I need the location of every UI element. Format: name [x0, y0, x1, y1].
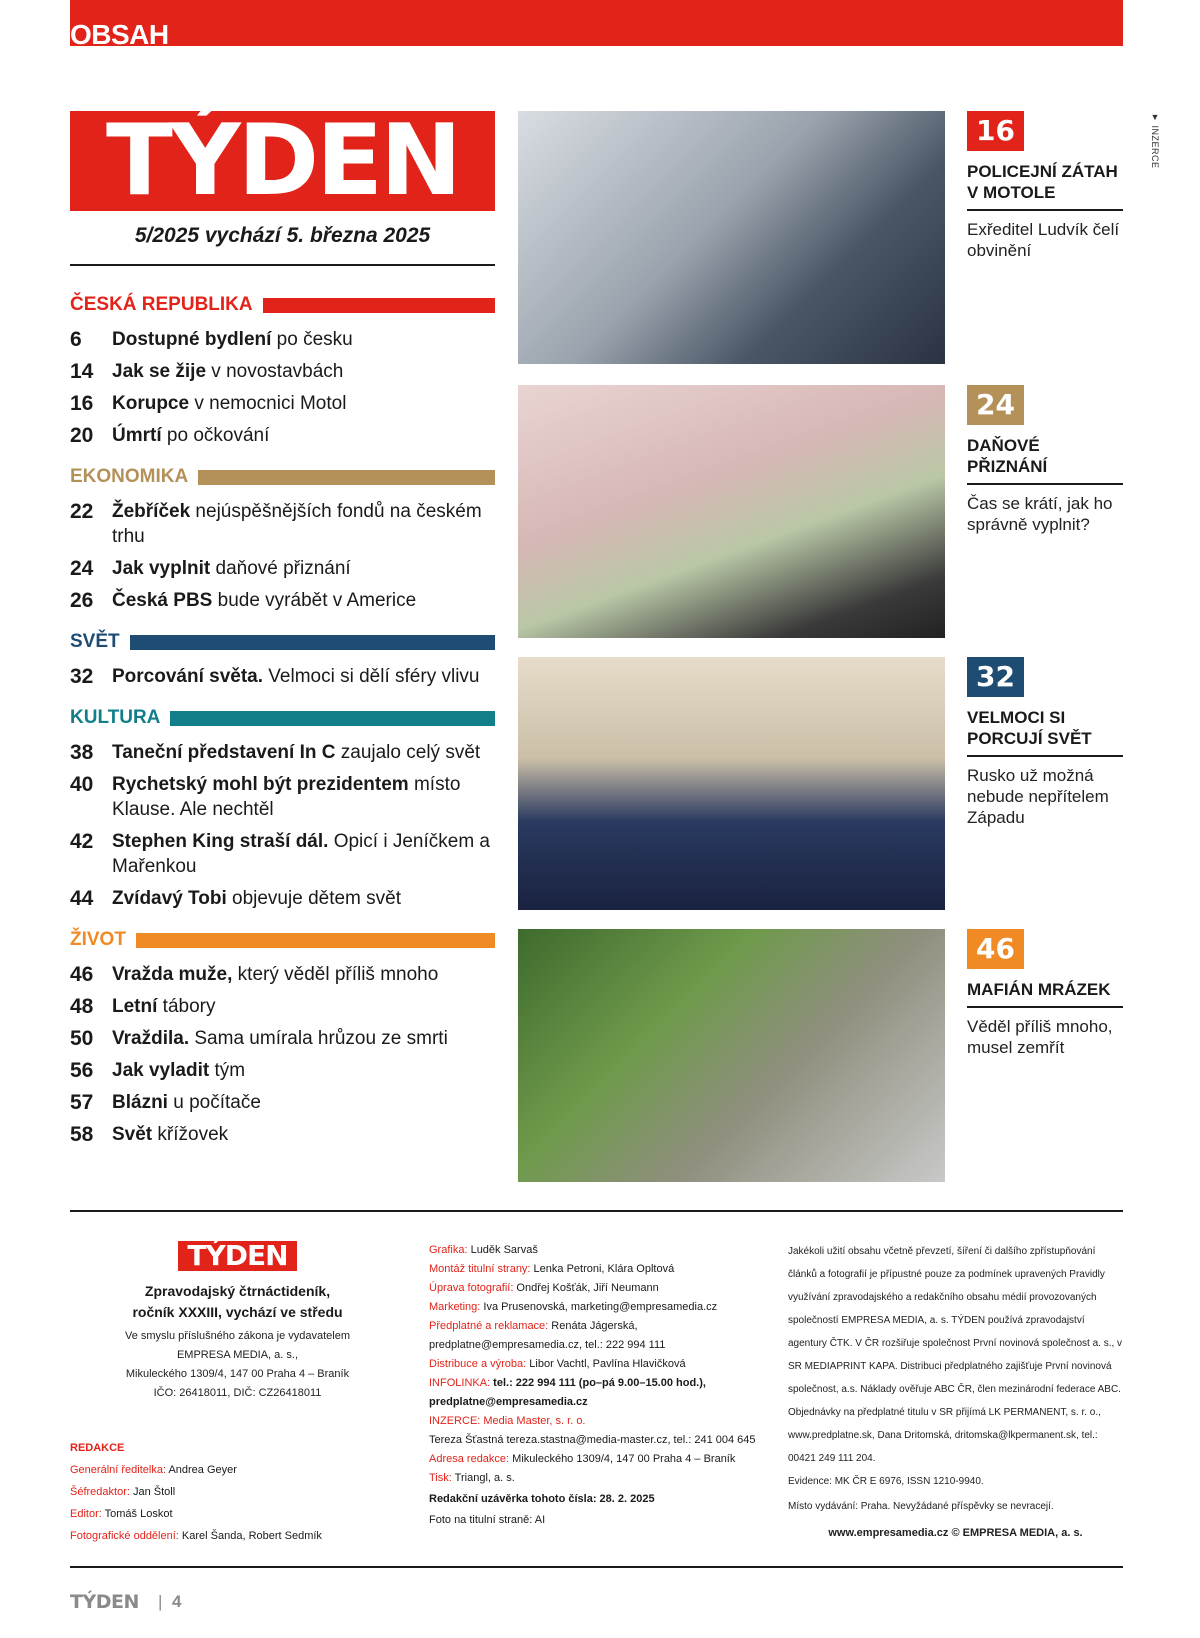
colophon-subtitle: Zpravodajský čtrnáctideník, — [144, 1283, 331, 1299]
toc-entry-text — [112, 664, 495, 689]
credit-row — [429, 1317, 774, 1355]
inzerce-value: Tereza Šťastná tereza.stastna@media-master.cz, tel.: 241 004 645 — [429, 1434, 756, 1446]
legal-text: Jakékoli užití obsahu včetně převzetí, šíření či dalšího zpřístupňování článků a fotografií je přípustné pouze za podmínek upravených Pravidly využívání zpravodajského a redakčního obsahu médií provozovaných společností EMPRESA MEDIA, a. s. TÝDEN používá zpravodajství agentury ČTK. V ČR rozšiřuje společnost První novinová společnost a. s., v SR MEDIAPRINT KAPA. Distribuci předplatného zajišťuje První novinová společnost, a.s. Náklady ověřuje ABC ČR, člen mezinárodní federace ABC. Objednávky na předplatné titulu v SR přijímá LK PERMANENT, s. r. o., www.predplatne.sk, Dana Dritomská, dritomska@lkpermanent.sk, tel.: 00421 249 111 204. — [788, 1246, 1123, 1464]
toc-page-number: 22 — [70, 500, 94, 523]
section-header — [70, 462, 495, 492]
toc-entry-bold: Letní — [112, 996, 158, 1017]
toc-entry-rest: tábory — [157, 996, 216, 1017]
staff-row — [70, 1481, 400, 1503]
section-color-bar — [170, 711, 495, 726]
publisher-line: EMPRESA MEDIA, a. s., — [176, 1349, 299, 1361]
toc-entry-rest: u počítače — [167, 1092, 261, 1113]
place-line: Místo vydávání: Praha. Nevyžádané příspěvky se nevracejí. — [788, 1501, 1054, 1512]
toc-entry[interactable] — [70, 664, 495, 689]
credit-name: Lenka Petroni, Klára Opltová — [530, 1263, 675, 1275]
masthead-logo: TÝDEN — [70, 111, 495, 211]
toc-entry[interactable] — [70, 1026, 495, 1051]
credit-role: Distribuce a výroba: — [429, 1358, 527, 1370]
toc-entry[interactable] — [70, 327, 495, 352]
address-value: Mikuleckého 1309/4, 147 00 Praha 4 – Braník — [509, 1453, 736, 1465]
infolinka-row — [429, 1374, 774, 1412]
staff-row — [70, 1503, 400, 1525]
toc-entry[interactable] — [70, 740, 495, 765]
toc-page-number: 57 — [70, 1091, 94, 1114]
toc-page-number: 26 — [70, 589, 94, 612]
footer-divider — [70, 1566, 1123, 1568]
staff-name: Tomáš Loskot — [101, 1508, 173, 1520]
toc-page-number: 16 — [70, 392, 94, 415]
toc-entry-rest: Velmoci si dělí sféry vlivu — [263, 666, 480, 687]
toc-entry-rest: po česku — [271, 329, 353, 350]
colophon-subtitle: ročník XXXIII, vychází ve středu — [132, 1304, 343, 1320]
credit-row — [429, 1279, 774, 1298]
toc-entry-text — [112, 327, 495, 352]
toc-entry-bold: Jak vyplnit — [112, 558, 211, 579]
staff-name: Karel Šanda, Robert Sedmík — [178, 1530, 322, 1542]
toc-section — [70, 925, 495, 1147]
redakce-heading: REDAKCE — [70, 1442, 125, 1454]
infolinka-label: INFOLINKA: — [429, 1377, 491, 1389]
toc-entry-text — [112, 499, 495, 549]
toc-entry[interactable] — [70, 886, 495, 911]
toc-page-number: 48 — [70, 995, 94, 1018]
toc-section — [70, 290, 495, 448]
toc-entry-bold: Úmrtí — [112, 425, 162, 446]
redakce-block — [70, 1437, 400, 1547]
section-color-bar — [263, 298, 495, 313]
credit-name: Ondřej Košťák, Jiří Neumann — [513, 1282, 659, 1294]
section-header — [70, 925, 495, 955]
toc-entry-text — [112, 962, 495, 987]
toc-entry-rest: bude vyrábět v Americe — [212, 590, 417, 611]
section-header — [70, 290, 495, 320]
story-teaser-1[interactable] — [967, 111, 1123, 261]
toc-page-number: 50 — [70, 1027, 94, 1050]
side-ad-label: ▼ INZERCE — [1150, 112, 1160, 169]
toc-entry-text — [112, 1122, 495, 1147]
toc-entry[interactable] — [70, 588, 495, 613]
toc-page-number: 56 — [70, 1059, 94, 1082]
story-teaser-4[interactable] — [967, 929, 1123, 1058]
toc-entry-bold: Dostupné bydlení — [112, 329, 272, 350]
toc-entry[interactable] — [70, 829, 495, 879]
address-label: Adresa redakce: — [429, 1453, 510, 1465]
story-description: Čas se krátí, jak ho správně vyplnit? — [967, 494, 1113, 534]
story-description: Exředitel Ludvík čelí obvinění — [967, 220, 1120, 260]
page-section-label: OBSAH — [70, 19, 169, 50]
cover-photo-credit: Foto na titulní straně: AI — [429, 1514, 546, 1526]
toc-entry-rest: Opicí i Jeníčkem a Mařenkou — [112, 831, 490, 877]
publisher-line: Ve smyslu příslušného zákona je vydavatelem — [124, 1330, 350, 1342]
toc-page-number: 14 — [70, 360, 94, 383]
story-teaser-3[interactable] — [967, 657, 1123, 828]
section-title: SVĚT — [70, 631, 120, 652]
section-title: EKONOMIKA — [70, 466, 189, 487]
table-of-contents — [70, 290, 495, 1161]
section-title: ŽIVOT — [70, 929, 126, 950]
publisher-line: IČO: 26418011, DIČ: CZ26418011 — [153, 1387, 322, 1399]
story-photo-police-raid[interactable] — [518, 111, 945, 364]
section-title: ČESKÁ REPUBLIKA — [70, 294, 253, 315]
toc-entry-bold: Svět — [112, 1124, 153, 1145]
toc-entry-bold: Vražda muže, — [112, 964, 233, 985]
toc-entry-text — [112, 886, 495, 911]
story-page-number: 24 — [967, 385, 1024, 425]
toc-entry-rest: tým — [209, 1060, 246, 1081]
toc-page-number: 32 — [70, 665, 94, 688]
colophon-logo: TÝDEN — [178, 1241, 297, 1271]
toc-page-number: 40 — [70, 773, 94, 796]
story-title: DAŇOVÉ PŘIZNÁNÍ — [967, 435, 1123, 485]
toc-entry-rest: Sama umírala hrůzou ze smrti — [189, 1028, 448, 1049]
toc-entry[interactable] — [70, 556, 495, 581]
credit-role: Marketing: — [429, 1301, 481, 1313]
footer-logo: TÝDEN — [70, 1591, 139, 1613]
toc-entry[interactable] — [70, 1058, 495, 1083]
story-page-number: 16 — [967, 111, 1024, 151]
toc-entry-rest: místo Klause. Ale nechtěl — [112, 774, 461, 820]
toc-entry[interactable] — [70, 391, 495, 416]
toc-entry-text — [112, 1058, 495, 1083]
toc-entry-bold: Rychetský mohl být prezidentem — [112, 774, 409, 795]
toc-page-number: 20 — [70, 424, 94, 447]
footer-separator: | — [158, 1592, 163, 1611]
inzerce-label: INZERCE: Media Master, s. r. o. — [429, 1415, 586, 1427]
toc-section — [70, 703, 495, 911]
toc-entry-text — [112, 423, 495, 448]
toc-entry-bold: Stephen King straší dál. — [112, 831, 329, 852]
story-title: POLICEJNÍ ZÁTAH V MOTOLE — [967, 161, 1123, 211]
toc-entry-bold: Blázni — [112, 1092, 168, 1113]
credit-row — [429, 1298, 774, 1317]
credit-name: Renáta Jágerská, predplatne@empresamedia.cz, tel.: 222 994 111 — [429, 1320, 666, 1351]
toc-entry-bold: Jak se žije — [112, 361, 207, 382]
story-photo-tax-return[interactable] — [518, 385, 945, 638]
toc-page-number: 6 — [70, 328, 82, 351]
toc-entry-text — [112, 391, 495, 416]
toc-entry-bold: Korupce — [112, 393, 190, 414]
page-number: 4 — [172, 1592, 182, 1611]
story-photo-mafian[interactable] — [518, 929, 945, 1182]
colophon-divider — [70, 1210, 1123, 1212]
toc-entry-text — [112, 829, 495, 879]
toc-entry-rest: po očkování — [161, 425, 270, 446]
credit-name: Luděk Sarvaš — [467, 1244, 538, 1256]
staff-role: Generální ředitelka: — [70, 1464, 166, 1476]
toc-page-number: 42 — [70, 830, 94, 853]
toc-section — [70, 462, 495, 613]
staff-role: Fotografické oddělení: — [70, 1530, 179, 1542]
toc-page-number: 38 — [70, 741, 94, 764]
toc-entry[interactable] — [70, 1090, 495, 1115]
issue-line: 5/2025 vychází 5. března 2025 — [134, 224, 431, 247]
story-photo-summit-handshake[interactable] — [518, 657, 945, 910]
infolinka-value: tel.: 222 994 111 (po–pá 9.00–15.00 hod.), predplatne@empresamedia.cz — [429, 1377, 706, 1408]
toc-entry[interactable] — [70, 994, 495, 1019]
toc-entry[interactable] — [70, 499, 495, 549]
story-page-number: 32 — [967, 657, 1024, 697]
toc-page-number: 44 — [70, 887, 94, 910]
story-title: VELMOCI SI PORCUJÍ SVĚT — [967, 707, 1123, 757]
toc-entry-bold: Taneční představení In C — [112, 742, 336, 763]
story-description: Rusko už možná nebude nepřítelem Západu — [967, 766, 1109, 827]
publisher-line: Mikuleckého 1309/4, 147 00 Praha 4 – Braník — [125, 1368, 350, 1380]
issue-divider — [70, 264, 495, 266]
section-header — [70, 703, 495, 733]
print-label: Tisk: — [429, 1472, 452, 1484]
toc-entry-text — [112, 740, 495, 765]
toc-entry-rest: nejúspěšnějších fondů na českém trhu — [112, 501, 482, 547]
colophon-publisher — [70, 1281, 405, 1403]
toc-entry-text — [112, 359, 495, 384]
credit-role: Předplatné a reklamace: — [429, 1320, 549, 1332]
print-row — [429, 1469, 774, 1488]
toc-entry-rest: křížovek — [152, 1124, 229, 1145]
toc-entry-bold: Vraždila. — [112, 1028, 190, 1049]
toc-page-number: 24 — [70, 557, 94, 580]
credit-row — [429, 1355, 774, 1374]
section-color-bar — [198, 470, 495, 485]
toc-page-number: 46 — [70, 963, 94, 986]
toc-entry[interactable] — [70, 423, 495, 448]
staff-role: Editor: — [70, 1508, 102, 1520]
staff-row — [70, 1525, 400, 1547]
credit-row — [429, 1241, 774, 1260]
credit-name: Iva Prusenovská, marketing@empresamedia.cz — [480, 1301, 718, 1313]
toc-entry-bold: Porcování světa. — [112, 666, 264, 687]
deadline-line: Redakční uzávěrka tohoto čísla: 28. 2. 2025 — [429, 1493, 655, 1505]
section-color-bar — [136, 933, 495, 948]
section-color-bar — [130, 635, 495, 650]
section-header — [70, 627, 495, 657]
staff-row — [70, 1459, 400, 1481]
colophon-legal — [788, 1240, 1123, 1545]
toc-section — [70, 627, 495, 689]
toc-entry-rest: daňové přiznání — [210, 558, 351, 579]
toc-entry[interactable] — [70, 962, 495, 987]
toc-entry-bold: Zvídavý Tobi — [112, 888, 227, 909]
toc-entry[interactable] — [70, 1122, 495, 1147]
story-title: MAFIÁN MRÁZEK — [967, 979, 1123, 1008]
toc-entry-bold: Česká PBS — [112, 590, 213, 611]
section-title: KULTURA — [70, 707, 161, 728]
story-page-number: 46 — [967, 929, 1024, 969]
toc-entry-text — [112, 994, 495, 1019]
toc-entry-rest: v nemocnici Motol — [189, 393, 347, 414]
top-bar — [70, 0, 1123, 46]
toc-entry-rest: který věděl příliš mnoho — [232, 964, 439, 985]
toc-entry-rest: objevuje dětem svět — [226, 888, 401, 909]
toc-page-number: 58 — [70, 1123, 94, 1146]
staff-name: Andrea Geyer — [166, 1464, 237, 1476]
staff-name: Jan Štoll — [129, 1486, 176, 1498]
toc-entry[interactable] — [70, 359, 495, 384]
toc-entry-text — [112, 1090, 495, 1115]
toc-entry-rest: v novostavbách — [206, 361, 344, 382]
credit-role: Montáž titulní strany: — [429, 1263, 531, 1275]
toc-entry-bold: Žebříček — [112, 501, 191, 522]
publisher-website-link[interactable]: www.empresamedia.cz © EMPRESA MEDIA, a. s. — [828, 1527, 1083, 1539]
toc-entry-rest: zaujalo celý svět — [335, 742, 481, 763]
toc-entry-text — [112, 772, 495, 822]
staff-role: Šéfredaktor: — [70, 1486, 130, 1498]
credit-role: Úprava fotografií: — [429, 1282, 514, 1294]
print-value: Triangl, a. s. — [451, 1472, 515, 1484]
credit-row — [429, 1260, 774, 1279]
story-description: Věděl příliš mnoho, musel zemřít — [967, 1017, 1113, 1057]
credit-name: Libor Vachtl, Pavlína Hlavičková — [526, 1358, 686, 1370]
toc-entry-text — [112, 588, 495, 613]
colophon-credits — [429, 1241, 774, 1530]
toc-entry-text — [112, 556, 495, 581]
address-row — [429, 1450, 774, 1469]
toc-entry-bold: Jak vyladit — [112, 1060, 210, 1081]
story-teaser-2[interactable] — [967, 385, 1123, 535]
credit-role: Grafika: — [429, 1244, 468, 1256]
toc-entry-text — [112, 1026, 495, 1051]
toc-entry[interactable] — [70, 772, 495, 822]
evidence-line: Evidence: MK ČR E 6976, ISSN 1210-9940. — [788, 1476, 984, 1487]
